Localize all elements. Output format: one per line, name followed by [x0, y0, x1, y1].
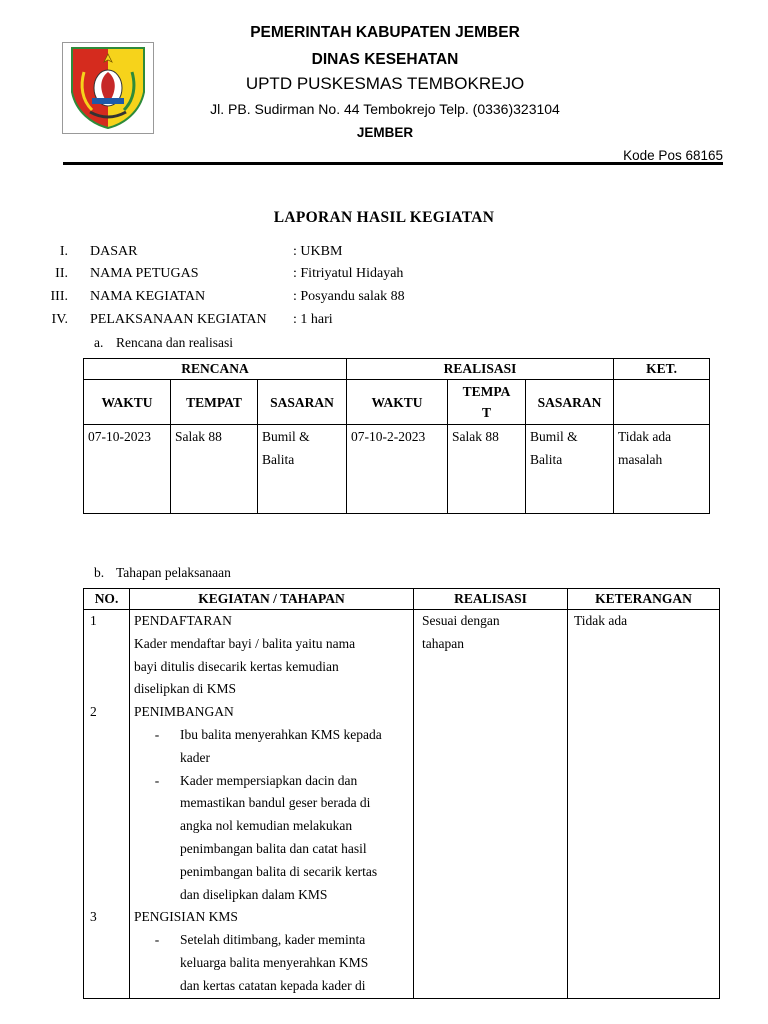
header-kegiatan: KEGIATAN / TAHAPAN	[130, 589, 414, 610]
header-department: DINAS KESEHATAN	[311, 51, 459, 68]
info-number: III.	[50, 289, 68, 304]
spacer	[90, 678, 125, 701]
table-row	[84, 425, 710, 514]
tahapan-table	[83, 588, 720, 999]
spacer	[90, 838, 125, 861]
header-sasaran-rencana: SASARAN	[258, 380, 347, 425]
bullet-dash: -	[154, 726, 160, 742]
bullet-text	[180, 770, 409, 907]
info-label: NAMA KEGIATAN	[90, 289, 206, 304]
step-line: bayi ditulis disecarik kertas kemudian	[134, 658, 339, 674]
bullet-line: memastikan bandul geser berada di	[180, 795, 371, 811]
info-value: : 1 hari	[293, 312, 333, 327]
cell-waktu-rencana: 07-10-2023	[84, 425, 171, 514]
header-realisasi: REALISASI	[347, 359, 614, 380]
cell-line: tahapan	[422, 635, 464, 651]
info-row	[0, 312, 768, 334]
cell-tempat-rencana: Salak 88	[171, 425, 258, 514]
header-address: Jl. PB. Sudirman No. 44 Tembokrejo Telp. (0336)323104	[210, 101, 560, 117]
bullet-line: kader	[180, 749, 210, 765]
document-title: LAPORAN HASIL KEGIATAN	[273, 209, 495, 226]
cell-kegiatan	[130, 610, 414, 999]
rencana-realisasi-table	[83, 358, 710, 514]
header-keterangan: KETERANGAN	[568, 589, 720, 610]
section-b-heading	[94, 565, 231, 581]
bullet-item	[134, 770, 409, 907]
spacer	[90, 861, 125, 884]
step-line: Kader mendaftar bayi / balita yaitu nama	[134, 635, 356, 651]
cell-waktu-realisasi: 07-10-2-2023	[347, 425, 448, 514]
header-tempat-line1: TEMPA	[462, 384, 511, 399]
spacer	[90, 884, 125, 907]
bullet-dash: -	[154, 932, 160, 948]
table-header-row	[84, 359, 710, 380]
step-number: 1	[90, 613, 97, 628]
spacer	[90, 656, 125, 679]
spacer	[90, 633, 125, 656]
header-no: NO.	[84, 589, 130, 610]
step-title: PENDAFTARAN	[134, 613, 232, 628]
info-number: IV.	[51, 312, 68, 327]
postal-code: Kode Pos 68165	[623, 148, 723, 163]
cell-tempat-realisasi: Salak 88	[448, 425, 526, 514]
bullet-line: dan diselipkan dalam KMS	[180, 886, 328, 902]
info-label: DASAR	[90, 244, 138, 259]
step-number: 3	[90, 909, 97, 925]
bullet-text	[180, 724, 409, 770]
cell-ket	[614, 425, 710, 514]
bullet-item	[134, 929, 409, 997]
step-line: diselipkan di KMS	[134, 681, 237, 697]
bullet-line: dan kertas catatan kepada kader di	[180, 977, 366, 993]
spacer	[90, 724, 125, 747]
section-letter: b.	[94, 565, 105, 580]
step-title: PENIMBANGAN	[134, 704, 234, 720]
letterhead-divider	[63, 162, 723, 165]
bullet-line: Kader mempersiapkan dacin dan	[180, 772, 358, 788]
spacer	[90, 815, 125, 838]
header-city: JEMBER	[356, 125, 414, 140]
bullet-line: penimbangan balita dan catat hasil	[180, 840, 367, 856]
header-ket: KET.	[614, 359, 710, 380]
table-subheader-row	[84, 380, 710, 425]
bullet-dash: -	[154, 772, 160, 788]
header-government: PEMERINTAH KABUPATEN JEMBER	[250, 24, 520, 41]
bullet-line: Setelah ditimbang, kader meminta	[180, 932, 366, 948]
bullet-line: penimbangan balita di secarik kertas	[180, 863, 378, 879]
bullet-line: Ibu balita menyerahkan KMS kepada	[180, 726, 382, 742]
section-title: Rencana dan realisasi	[116, 335, 233, 350]
bullet-line: angka nol kemudian melakukan	[180, 818, 353, 834]
cell-sasaran-rencana	[258, 425, 347, 514]
step-title: PENGISIAN KMS	[134, 909, 238, 925]
bullet-text	[180, 929, 409, 997]
cell-realisasi	[414, 610, 568, 999]
cell-line: Balita	[530, 452, 563, 467]
bullet-line: keluarga balita menyerahkan KMS	[180, 954, 369, 970]
cell-keterangan: Tidak ada	[568, 610, 720, 999]
header-rencana: RENCANA	[84, 359, 347, 380]
info-number: II.	[55, 266, 68, 281]
kabupaten-jember-logo-icon	[62, 42, 154, 134]
info-number: I.	[59, 244, 68, 259]
cell-line: masalah	[618, 452, 663, 467]
header-waktu-rencana: WAKTU	[84, 380, 171, 425]
header-unit: UPTD PUSKESMAS TEMBOKREJO	[245, 74, 525, 93]
info-value: : Fitriyatul Hidayah	[293, 266, 404, 281]
cell-line: Sesuai dengan	[422, 613, 500, 628]
info-value: : Posyandu salak 88	[293, 289, 405, 304]
step-number: 2	[90, 704, 97, 720]
info-row	[0, 266, 768, 288]
header-sasaran-realisasi: SASARAN	[526, 380, 614, 425]
section-title: Tahapan pelaksanaan	[116, 565, 231, 580]
bullet-item	[134, 724, 409, 770]
cell-line: Tidak ada	[618, 429, 672, 444]
header-ket-empty	[614, 380, 710, 425]
spacer	[90, 792, 125, 815]
table-header-row	[84, 589, 720, 610]
spacer	[90, 770, 125, 793]
info-row	[0, 244, 768, 266]
spacer	[90, 747, 125, 770]
cell-sasaran-realisasi	[526, 425, 614, 514]
header-realisasi: REALISASI	[414, 589, 568, 610]
header-waktu-realisasi: WAKTU	[347, 380, 448, 425]
header-tempat-rencana: TEMPAT	[171, 380, 258, 425]
cell-line: Bumil &	[262, 429, 310, 444]
header-tempat-realisasi	[448, 380, 526, 425]
cell-no	[84, 610, 130, 999]
cell-line: Balita	[262, 452, 295, 467]
header-tempat-line2: T	[481, 405, 491, 420]
info-row	[0, 289, 768, 311]
info-label: PELAKSANAAN KEGIATAN	[90, 312, 267, 327]
section-a-heading	[94, 335, 233, 351]
section-letter: a.	[94, 335, 104, 350]
info-value: : UKBM	[293, 244, 343, 259]
cell-line: Bumil &	[530, 429, 578, 444]
info-label: NAMA PETUGAS	[90, 266, 199, 281]
table-row	[84, 610, 720, 999]
